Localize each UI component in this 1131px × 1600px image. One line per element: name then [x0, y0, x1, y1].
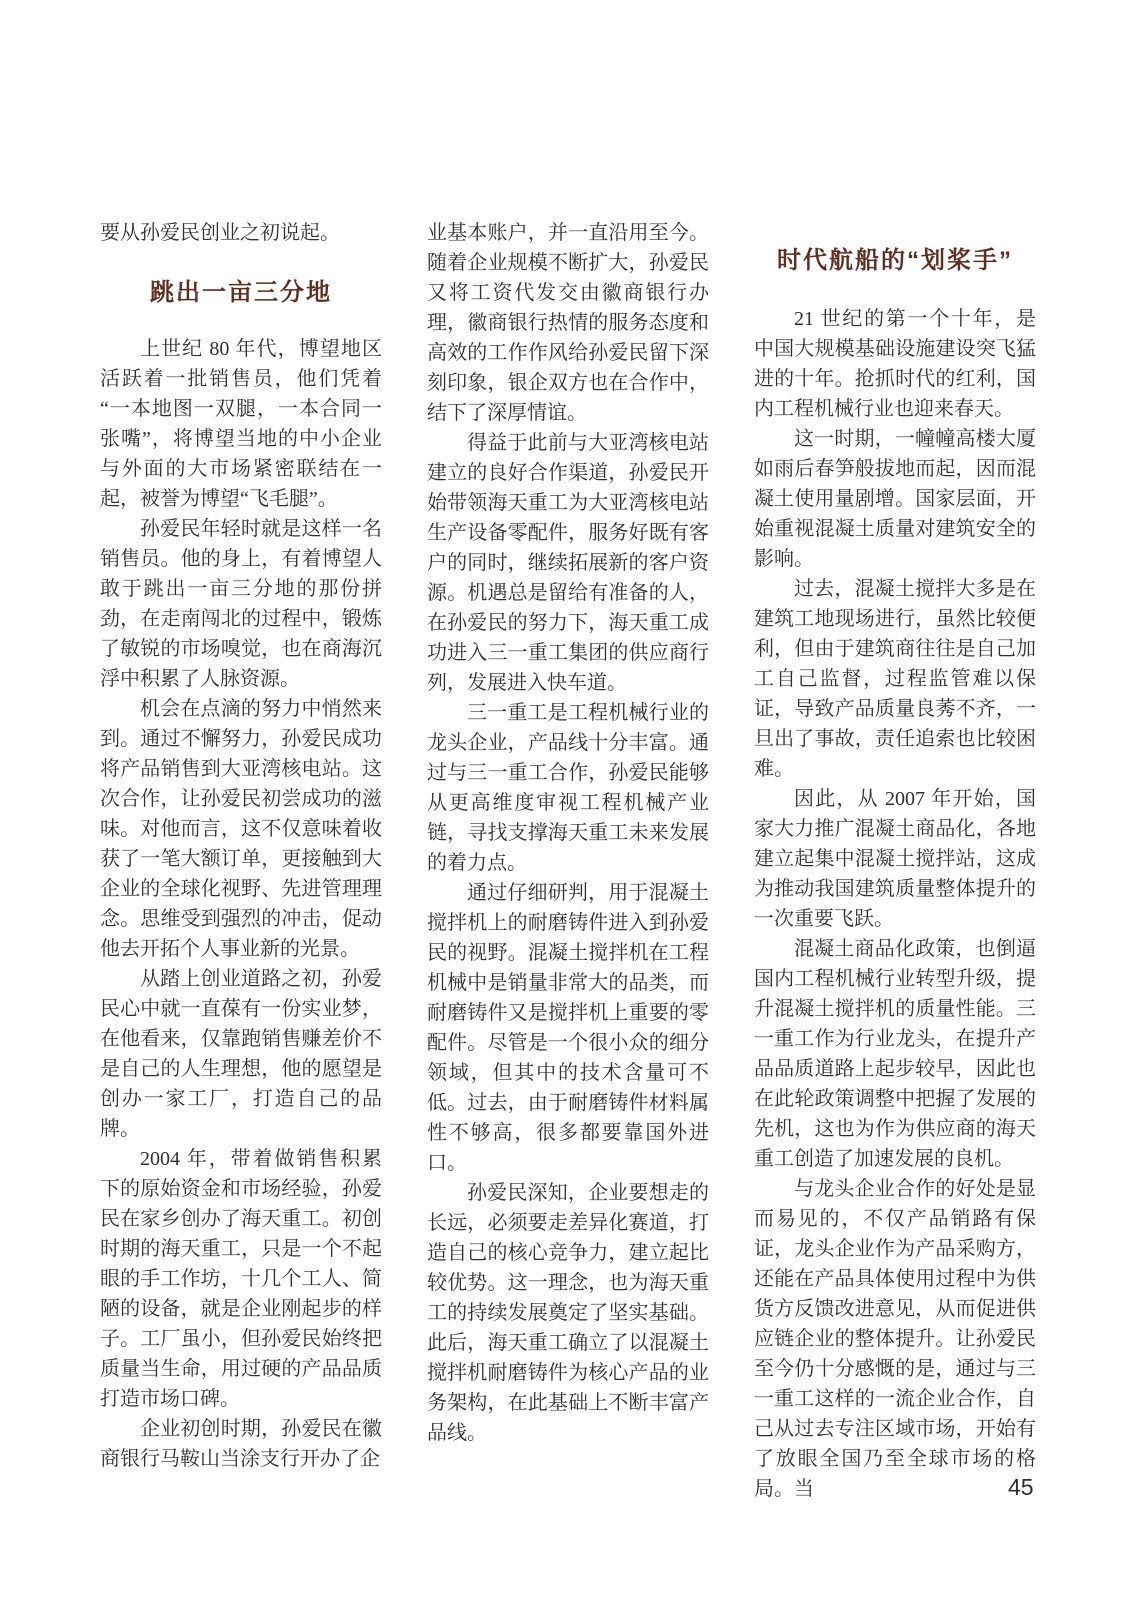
paragraph: 21 世纪的第一个十年，是中国大规模基础设施建设突飞猛进的十年。抢抓时代的红利，国内工程机械行业也迎来春天。 — [754, 308, 1036, 420]
paragraph-continuation: 要从孙爱民创业之初说起。 — [100, 222, 340, 244]
paragraph: 上世纪 80 年代，博望地区活跃着一批销售员，他们凭着“一本地图一双腿，一本合同一张嘴”，将博望当地的中小企业与外面的大市场紧密联结在一起，被誉为博望“飞毛腿”。 — [100, 338, 382, 510]
paragraph: 与龙头企业合作的好处是显而易见的，不仅产品销路有保证，龙头企业作为产品采购方，还能在产品具体使用过程中为供货方反馈改进意见，从而促进供应链企业的整体提升。让孙爱民至今仍十分感慨的是，通过与三一重工这样的一流企业合作，自己从过去专注区域市场，开始有了放眼全国乃至全球市场的格局。当 — [754, 1178, 1036, 1500]
paragraph: 这一时期，一幢幢高楼大厦如雨后春笋般拔地而起，因而混凝土使用量剧增。国家层面，开始重视混凝土质量对建筑安全的影响。 — [754, 428, 1036, 570]
column-3 — [754, 246, 1036, 1504]
column-1 — [100, 218, 382, 1474]
paragraph: 孙爱民深知，企业要想走的长远，必须要走差异化赛道，打造自己的核心竞争力，建立起比较优势。这一理念，也为海天重工的持续发展奠定了坚实基础。此后，海天重工确立了以混凝土搅拌机耐磨铸件为核心产品的业务架构，在此基础上不断丰富产品线。 — [427, 1182, 709, 1444]
paragraph: 过去，混凝土搅拌大多是在建筑工地现场进行，虽然比较便利，但由于建筑商往往是自己加工自己监督，过程监管难以保证，导致产品质量良莠不齐，一旦出了事故，责任追索也比较困难。 — [754, 578, 1036, 780]
paragraph: 因此，从 2007 年开始，国家大力推广混凝土商品化，各地建立起集中混凝土搅拌站，这成为推动我国建筑质量整体提升的一次重要飞跃。 — [754, 788, 1036, 930]
paragraph: 企业初创时期，孙爱民在徽商银行马鞍山当涂支行开办了企 — [100, 1418, 382, 1470]
paragraph: 机会在点滴的努力中悄然来到。通过不懈努力，孙爱民成功将产品销售到大亚湾核电站。这次合作，让孙爱民初尝成功的滋味。对他而言，这不仅意味着收获了一笔大额订单，更接触到大企业的全球化视野、先进管理理念。思维受到强烈的冲击，促动他去开拓个人事业新的光景。 — [100, 698, 382, 960]
paragraph: 得益于此前与大亚湾核电站建立的良好合作渠道，孙爱民开始带领海天重工为大亚湾核电站生产设备零配件，服务好既有客户的同时，继续拓展新的客户资源。机遇总是留给有准备的人，在孙爱民的努力下，海天重工成功进入三一重工集团的供应商行列，发展进入快车道。 — [427, 432, 709, 694]
paragraph: 从踏上创业道路之初，孙爱民心中就一直葆有一份实业梦，在他看来，仅靠跑销售赚差价不是自己的人生理想，他的愿望是创办一家工厂，打造自己的品牌。 — [100, 968, 382, 1140]
paragraph: 通过仔细研判，用于混凝土搅拌机上的耐磨铸件进入到孙爱民的视野。混凝土搅拌机在工程机械中是销量非常大的品类，而耐磨铸件又是搅拌机上重要的零配件。尽管是一个很小众的细分领域，但其中的技术含量可不低。过去，由于耐磨铸件材料属性不够高，很多都要靠国外进口。 — [427, 882, 709, 1174]
column-2 — [427, 218, 709, 1448]
paragraph: 2004 年，带着做销售积累下的原始资金和市场经验，孙爱民在家乡创办了海天重工。初创时期的海天重工，只是一个不起眼的手工作坊，十几个工人、简陋的设备，就是企业刚起步的样子。工厂虽小，但孙爱民始终把质量当生命，用过硬的产品品质打造市场口碑。 — [100, 1148, 382, 1410]
paragraph: 孙爱民年轻时就是这样一名销售员。他的身上，有着博望人敢于跳出一亩三分地的那份拼劲，在走南闯北的过程中，锻炼了敏锐的市场嗅觉，也在商海沉浮中积累了人脉资源。 — [100, 518, 382, 690]
paragraph: 三一重工是工程机械行业的龙头企业，产品线十分丰富。通过与三一重工合作，孙爱民能够从更高维度审视工程机械产业链，寻找支撑海天重工未来发展的着力点。 — [427, 702, 709, 874]
paragraph-continuation: 业基本账户，并一直沿用至今。随着企业规模不断扩大，孙爱民又将工资代发交由徽商银行办理，徽商银行热情的服务态度和高效的工作作风给孙爱民留下深刻印象，银企双方也在合作中，结下了深厚情谊。 — [427, 222, 709, 424]
page-number: 45 — [1008, 1474, 1034, 1500]
section-heading-shidai-hangchuan: 时代航船的“划桨手” — [777, 247, 1013, 274]
section-heading-tiaochu-yimu-sanfendi: 跳出一亩三分地 — [150, 279, 332, 306]
paragraph: 混凝土商品化政策，也倒逼国内工程机械行业转型升级，提升混凝土搅拌机的质量性能。三一重工作为行业龙头，在提升产品品质道路上起步较早，因此也在此轮政策调整中把握了发展的先机，这也为作为供应商的海天重工创造了加速发展的良机。 — [754, 938, 1036, 1170]
